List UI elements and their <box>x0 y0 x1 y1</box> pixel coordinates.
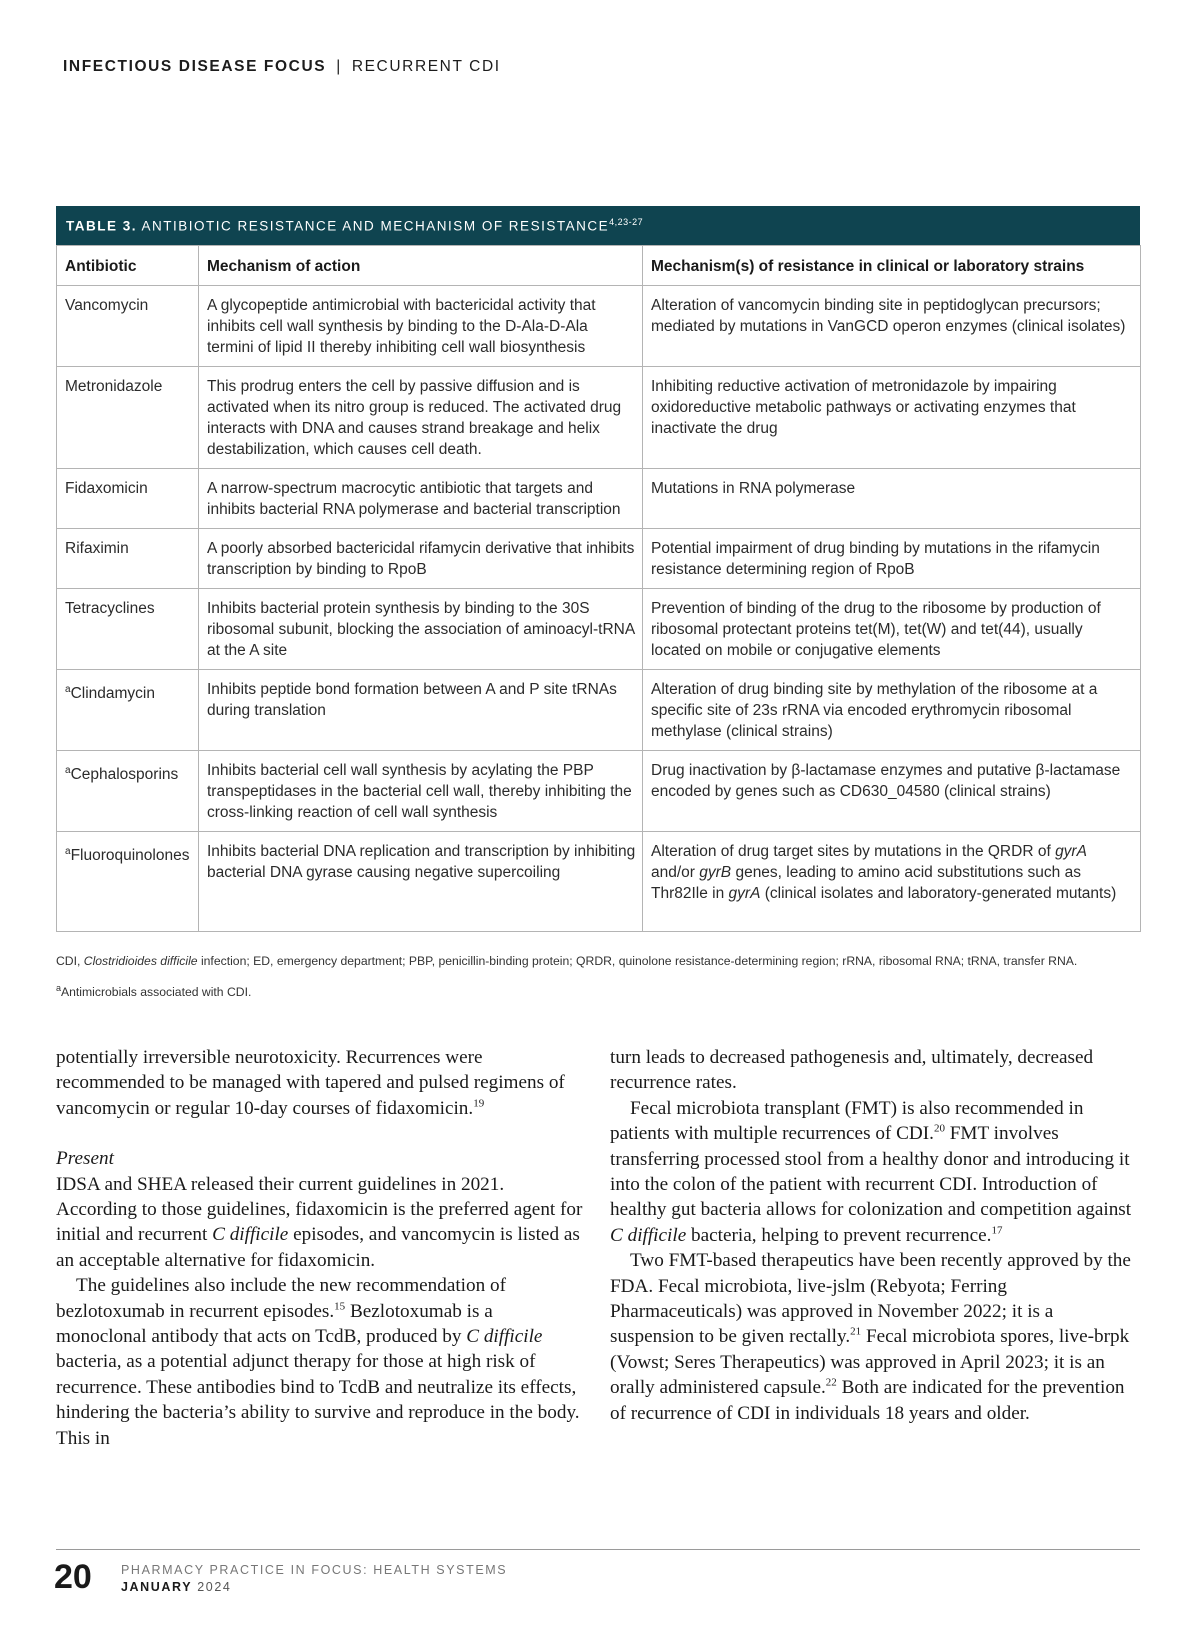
reference-20: 20 <box>933 1122 945 1135</box>
page-number: 20 <box>54 1558 92 1596</box>
antibiotic-name: Cephalosporins <box>70 766 179 784</box>
antibiotic-cell: Tetracyclines <box>57 589 199 670</box>
resistance-cell: Mutations in RNA polymerase <box>643 469 1141 529</box>
action-cell: This prodrug enters the cell by passive diffusion and is activated when its nitro group is reduced. The activated drug interacts with DNA and causes strand breakage and helix destabilization, which causes cell death. <box>199 367 643 469</box>
table-row <box>57 670 1141 751</box>
publication-title: PHARMACY PRACTICE IN FOCUS: HEALTH SYSTEMS <box>121 1563 508 1577</box>
cdi-marker: a <box>65 765 71 776</box>
reference-15: 15 <box>334 1300 346 1313</box>
issue-year: 2024 <box>197 1580 232 1594</box>
issue-month: JANUARY <box>121 1580 193 1594</box>
issue-date <box>121 1580 231 1594</box>
antibiotic-cell: Rifaximin <box>57 529 199 589</box>
column-header-mechanism-of-resistance: Mechanism(s) of resistance in clinical or laboratory strains <box>643 246 1141 286</box>
reference-21: 21 <box>850 1326 862 1339</box>
action-cell: Inhibits peptide bond formation between A and P site tRNAs during translation <box>199 670 643 751</box>
table-abbreviations: CDI, Clostridioides difficile infection; ED, emergency department; PBP, penicillin-binding protein; QRDR, quinolone resistance-determining region; rRNA, ribosomal RNA; tRNA, transfer RNA. <box>56 954 1078 968</box>
header-separator: | <box>336 58 342 75</box>
resistance-cell: Alteration of drug binding site by methylation of the ribosome at a specific site of 23s rRNA via encoded erythromycin ribosomal methylase (clinical strains) <box>643 670 1141 751</box>
table-row <box>57 286 1141 367</box>
paragraph: The guidelines also include the new recommendation of bezlotoxumab in recurrent episodes.$^{15}$ Bezlotoxumab is a monoclonal antibody that acts on TcdB, produced by C difficile bacteria, as a potential adjunct therapy for those at high risk of recurrence. These antibodies bind to TcdB and neutralize its effects, hindering the bacteria’s ability to survive and reproduce in the body. This in <box>56 1275 580 1449</box>
table-row <box>57 832 1141 932</box>
action-cell: A poorly absorbed bactericidal rifamycin derivative that inhibits transcription by binding to RpoB <box>199 529 643 589</box>
body-column-right <box>610 1045 1140 1426</box>
resistance-cell: Alteration of drug target sites by mutations in the QRDR of gyrA and/or gyrB genes, leading to amino acid substitutions such as Thr82Ile in gyrA (clinical isolates and laboratory-generated mutants) <box>643 832 1141 932</box>
cdi-marker: a <box>65 846 71 857</box>
antibiotic-cell: Vancomycin <box>57 286 199 367</box>
topic-name: RECURRENT CDI <box>351 58 501 75</box>
antibiotic-name: Clindamycin <box>70 685 155 703</box>
antibiotic-name: Fluoroquinolones <box>70 847 190 865</box>
footer-rule <box>56 1549 1140 1550</box>
antibiotic-cell: Metronidazole <box>57 367 199 469</box>
section-name: INFECTIOUS DISEASE FOCUS <box>63 58 327 75</box>
resistance-cell: Alteration of vancomycin binding site in peptidoglycan precursors; mediated by mutations in VanGCD operon enzymes (clinical isolates) <box>643 286 1141 367</box>
action-cell: A narrow-spectrum macrocytic antibiotic that targets and inhibits bacterial RNA polymerase and bacterial transcription <box>199 469 643 529</box>
resistance-cell: Potential impairment of drug binding by mutations in the rifamycin resistance determining region of RpoB <box>643 529 1141 589</box>
section-heading-present: Present <box>56 1148 114 1170</box>
paragraph: turn leads to decreased pathogenesis and, ultimately, decreased recurrence rates. <box>610 1047 1094 1094</box>
paragraph: Fecal microbiota transplant (FMT) is also recommended in patients with multiple recurrences of CDI.$^{20}$ FMT involves transferring processed stool from a healthy donor and introducing it into the colon of the patient with recurrent CDI. Introduction of healthy gut bacteria allows for colonization and competition against C difficile bacteria, helping to prevent recurrence.$^{17}$ <box>610 1097 1132 1246</box>
table-title: ANTIBIOTIC RESISTANCE AND MECHANISM OF RESISTANCE <box>141 218 610 234</box>
note-marker: a <box>56 983 62 993</box>
resistance-table <box>56 245 1141 932</box>
resistance-cell: Inhibiting reductive activation of metronidazole by impairing oxidoreductive metabolic pathways or activating enzymes that inactivate the drug <box>643 367 1141 469</box>
cdi-marker: a <box>65 684 71 695</box>
resistance-cell: Drug inactivation by β-lactamase enzymes and putative β-lactamase encoded by genes such as CD630_04580 (clinical strains) <box>643 751 1141 832</box>
table-header-row <box>57 246 1141 286</box>
column-header-antibiotic: Antibiotic <box>57 246 199 286</box>
table-title-refs: 4,23-27 <box>609 217 644 227</box>
note-text: Antimicrobials associated with CDI. <box>61 985 252 1000</box>
reference-17: 17 <box>991 1224 1003 1237</box>
paragraph: potentially irreversible neurotoxicity. Recurrences were recommended to be managed with tapered and pulsed regimens of vancomycin or regular 10-day courses of fidaxomicin.$^{19}$ <box>56 1047 565 1119</box>
table-row <box>57 367 1141 469</box>
column-header-mechanism-of-action: Mechanism of action <box>199 246 643 286</box>
resistance-cell: Prevention of binding of the drug to the ribosome by production of ribosomal protectant proteins tet(M), tet(W) and tet(44), usually located on mobile or conjugative elements <box>643 589 1141 670</box>
antibiotic-cell <box>57 751 199 832</box>
table-label: TABLE 3. <box>66 218 138 234</box>
action-cell: Inhibits bacterial DNA replication and transcription by inhibiting bacterial DNA gyrase causing negative supercoiling <box>199 832 643 932</box>
table-title-bar <box>56 206 1140 245</box>
antibiotic-cell <box>57 670 199 751</box>
action-cell: Inhibits bacterial cell wall synthesis by acylating the PBP transpeptidases in the bacterial cell wall, thereby inhibiting the cross-linking reaction of cell wall synthesis <box>199 751 643 832</box>
paragraph: IDSA and SHEA released their current guidelines in 2021. According to those guidelines, fidaxomicin is the preferred agent for initial and recurrent C difficile episodes, and vancomycin is listed as an acceptable alternative for fidaxomicin. <box>56 1173 583 1271</box>
table-note <box>56 983 251 999</box>
table-row <box>57 751 1141 832</box>
antibiotic-cell <box>57 832 199 932</box>
antibiotic-cell: Fidaxomicin <box>57 469 199 529</box>
table-row <box>57 469 1141 529</box>
paragraph: Two FMT-based therapeutics have been recently approved by the FDA. Fecal microbiota, live-jslm (Rebyota; Ferring Pharmaceuticals) was approved in November 2022; it is a suspension to be given rectally.$^{21}$ Fecal microbiota spores, live-brpk (Vowst; Seres Therapeutics) was approved in April 2023; it is an orally administered capsule.$^{22}$ Both are indicated for the prevention of recurrence of CDI in individuals 18 years and older. <box>610 1250 1131 1424</box>
table-row <box>57 529 1141 589</box>
table-row <box>57 589 1141 670</box>
action-cell: Inhibits bacterial protein synthesis by binding to the 30S ribosomal subunit, blocking the association of aminoacyl-tRNA at the A site <box>199 589 643 670</box>
reference-22: 22 <box>825 1376 837 1389</box>
running-head <box>63 58 501 76</box>
table-3 <box>56 206 1140 932</box>
reference-19: 19 <box>473 1097 485 1110</box>
body-column-left <box>56 1045 586 1451</box>
action-cell: A glycopeptide antimicrobial with bactericidal activity that inhibits cell wall synthesis by binding to the D-Ala-D-Ala termini of lipid II thereby inhibiting cell wall biosynthesis <box>199 286 643 367</box>
